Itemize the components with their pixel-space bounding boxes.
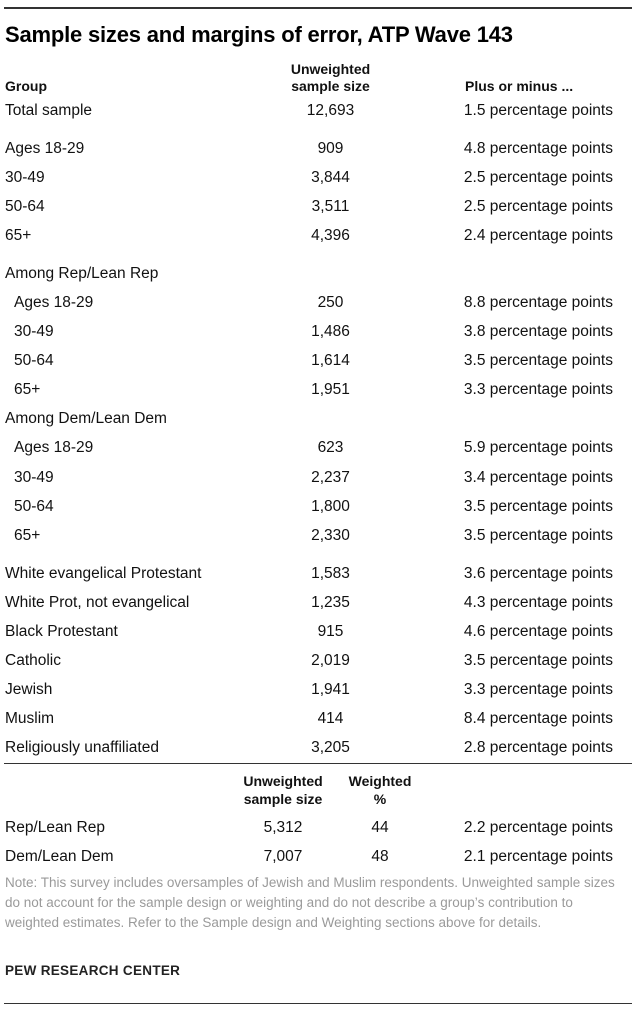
table-row <box>0 407 640 431</box>
table-row <box>0 678 640 702</box>
footnote: Note: This survey includes oversamples of Jewish and Muslim respondents. Unweighted sample sizes do not account for the sample design or weighting and do not describe a group’s contribution to weighted estimates. Refer to the Sample design and Weighting sections above for details. <box>5 875 615 930</box>
party-header-unweighted-line1: Unweighted <box>243 773 323 789</box>
table-title: Sample sizes and margins of error, ATP Wave 143 <box>5 22 513 47</box>
row-group-label: Muslim <box>5 710 55 727</box>
row-margin-of-error: 4.8 percentage points <box>463 140 613 157</box>
header-unweighted-line2: sample size <box>291 78 370 94</box>
table-row <box>0 99 640 123</box>
row-margin-of-error: 8.4 percentage points <box>463 710 613 727</box>
row-group-label: Jewish <box>5 681 53 698</box>
row-sample-size: 1,941 <box>311 681 350 698</box>
party-group-label: Rep/Lean Rep <box>5 819 105 836</box>
row-sample-size: 250 <box>317 294 344 311</box>
table-row <box>0 224 640 248</box>
table-row <box>0 320 640 344</box>
row-margin-of-error: 3.5 percentage points <box>463 527 613 544</box>
party-margin-of-error: 2.2 percentage points <box>463 819 613 836</box>
row-sample-size: 4,396 <box>311 227 350 244</box>
row-margin-of-error: 2.5 percentage points <box>463 198 613 215</box>
row-sample-size: 3,511 <box>311 198 350 215</box>
row-margin-of-error: 3.5 percentage points <box>463 352 613 369</box>
source-label: PEW RESEARCH CENTER <box>5 963 181 978</box>
row-margin-of-error: 2.4 percentage points <box>463 227 613 244</box>
row-group-label: Ages 18-29 <box>5 140 85 157</box>
row-sample-size: 3,844 <box>311 169 350 186</box>
row-margin-of-error: 3.3 percentage points <box>463 381 613 398</box>
party-header-weighted-line2: % <box>373 791 387 807</box>
bottom-rule <box>4 1003 632 1004</box>
row-group-label: Ages 18-29 <box>14 439 94 456</box>
party-weighted-percent: 48 <box>371 848 389 865</box>
row-sample-size: 2,019 <box>311 652 350 669</box>
table-row <box>0 495 640 519</box>
row-sample-size: 3,205 <box>311 739 350 756</box>
row-sample-size: 2,237 <box>311 469 350 486</box>
table-row <box>0 649 640 673</box>
top-rule <box>4 7 632 9</box>
row-group-label: 65+ <box>5 227 32 244</box>
table-row <box>0 466 640 490</box>
row-margin-of-error: 3.5 percentage points <box>463 498 613 515</box>
row-margin-of-error: 4.6 percentage points <box>463 623 613 640</box>
table-row <box>0 707 640 731</box>
table-row <box>0 436 640 460</box>
row-sample-size: 1,800 <box>311 498 350 515</box>
row-margin-of-error: 4.3 percentage points <box>463 594 613 611</box>
party-header-weighted-line1: Weighted <box>348 773 412 789</box>
row-group-label: 30-49 <box>5 169 45 186</box>
party-sample-size: 5,312 <box>263 819 303 836</box>
table-row <box>0 262 640 286</box>
row-sample-size: 1,614 <box>311 352 350 369</box>
row-sample-size: 915 <box>317 623 344 640</box>
row-margin-of-error: 8.8 percentage points <box>463 294 613 311</box>
row-group-label: Among Dem/Lean Dem <box>5 410 167 427</box>
row-margin-of-error: 3.5 percentage points <box>463 652 613 669</box>
row-group-label: 65+ <box>14 527 41 544</box>
party-row <box>0 845 640 869</box>
row-margin-of-error: 1.5 percentage points <box>463 102 613 119</box>
party-margin-of-error: 2.1 percentage points <box>463 848 613 865</box>
table-row <box>0 378 640 402</box>
header-group: Group <box>5 78 47 94</box>
row-group-label: Religiously unaffiliated <box>5 739 159 756</box>
party-row <box>0 816 640 840</box>
row-margin-of-error: 3.6 percentage points <box>463 565 613 582</box>
row-sample-size: 909 <box>317 140 344 157</box>
row-group-label: White Prot, not evangelical <box>5 594 190 611</box>
row-group-label: 50-64 <box>14 498 54 515</box>
row-group-label: Catholic <box>5 652 61 669</box>
row-group-label: 65+ <box>14 381 41 398</box>
table-row <box>0 166 640 190</box>
row-group-label: 50-64 <box>14 352 54 369</box>
row-margin-of-error: 3.8 percentage points <box>463 323 613 340</box>
table-row <box>0 524 640 548</box>
table-row <box>0 137 640 161</box>
row-margin-of-error: 3.3 percentage points <box>463 681 613 698</box>
section-divider <box>4 763 632 764</box>
row-group-label: 30-49 <box>14 323 54 340</box>
row-sample-size: 1,235 <box>311 594 350 611</box>
row-group-label: 30-49 <box>14 469 54 486</box>
table-row <box>0 591 640 615</box>
row-group-label: Black Protestant <box>5 623 118 640</box>
row-margin-of-error: 5.9 percentage points <box>463 439 613 456</box>
table-row <box>0 562 640 586</box>
row-sample-size: 414 <box>317 710 344 727</box>
header-unweighted-line1: Unweighted <box>290 61 371 77</box>
table-row <box>0 291 640 315</box>
row-group-label: Among Rep/Lean Rep <box>5 265 159 282</box>
party-group-label: Dem/Lean Dem <box>5 848 114 865</box>
row-sample-size: 1,951 <box>311 381 350 398</box>
row-sample-size: 1,583 <box>311 565 350 582</box>
table-row <box>0 620 640 644</box>
row-sample-size: 1,486 <box>311 323 350 340</box>
row-margin-of-error: 2.8 percentage points <box>463 739 613 756</box>
row-margin-of-error: 3.4 percentage points <box>463 469 613 486</box>
table-row <box>0 736 640 760</box>
party-sample-size: 7,007 <box>263 848 303 865</box>
row-group-label: Ages 18-29 <box>14 294 94 311</box>
row-group-label: Total sample <box>5 102 93 119</box>
row-sample-size: 623 <box>317 439 344 456</box>
party-header-unweighted-line2: sample size <box>243 791 323 807</box>
row-group-label: 50-64 <box>5 198 45 215</box>
row-margin-of-error: 2.5 percentage points <box>463 169 613 186</box>
table-row <box>0 349 640 373</box>
row-group-label: White evangelical Protestant <box>5 565 202 582</box>
table-row <box>0 195 640 219</box>
party-weighted-percent: 44 <box>371 819 389 836</box>
header-plus-minus: Plus or minus ... <box>465 78 574 94</box>
row-sample-size: 2,330 <box>311 527 350 544</box>
row-sample-size: 12,693 <box>306 102 355 119</box>
